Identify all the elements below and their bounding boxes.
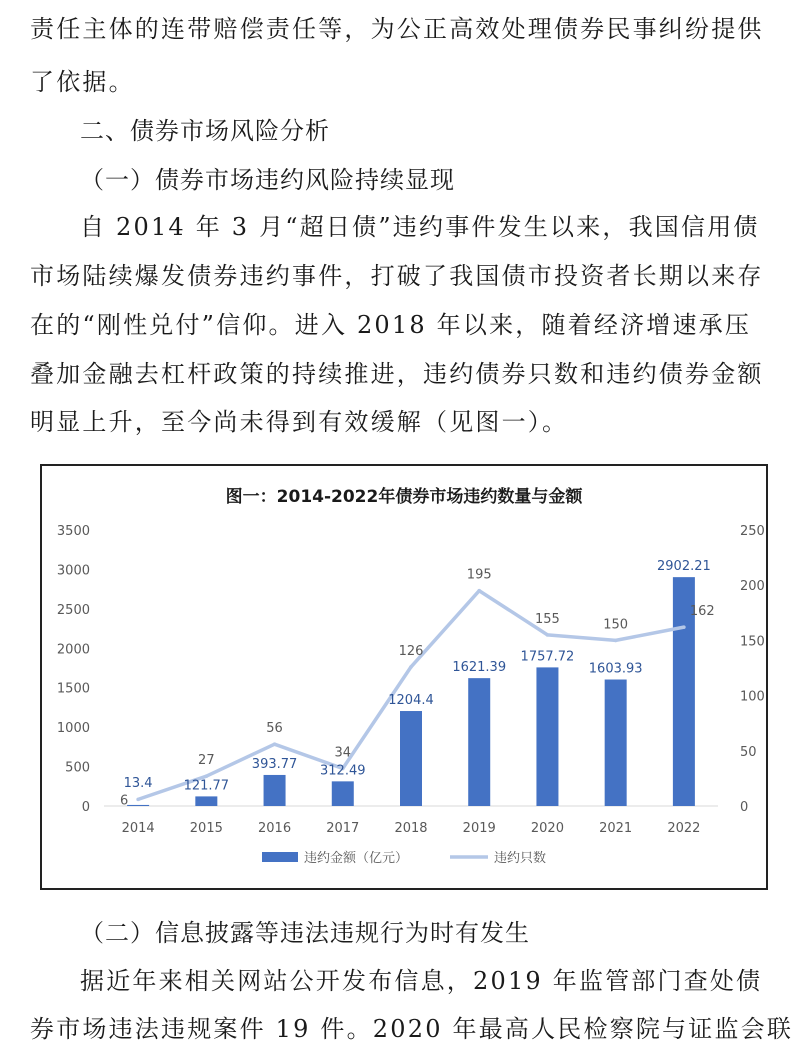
bar-data-label: 312.49 [320, 763, 366, 779]
x-tick-label: 2019 [462, 821, 496, 836]
bar-mark [195, 796, 217, 806]
body-text-line: 券市场违法违规案件 19 件。2020 年最高人民检察院与证监会联 [30, 1015, 794, 1043]
y-right-tick-label: 250 [740, 524, 765, 539]
body-text-line: 自 2014 年 3 月“超日债”违约事件发生以来，我国信用债 [80, 213, 760, 241]
line-point [136, 798, 140, 802]
line-data-label: 162 [689, 604, 715, 620]
line-data-label: 126 [398, 643, 424, 659]
subsection-heading: （二）信息披露等违法违规行为时有发生 [80, 919, 530, 947]
body-text-line: 明显上升，至今尚未得到有效缓解（见图一）。 [30, 408, 569, 436]
x-tick-label: 2020 [530, 821, 564, 836]
line-point [614, 639, 618, 643]
x-tick-label: 2018 [394, 821, 428, 836]
subsection-heading: （一）债券市场违约风险持续显现 [80, 166, 455, 194]
y-right-tick-label: 200 [740, 579, 765, 595]
bar-data-label: 1621.39 [452, 660, 507, 676]
bar-mark [605, 680, 627, 806]
bar-data-label: 13.4 [123, 775, 153, 791]
line-data-label: 155 [535, 611, 560, 627]
section-heading: 二、债券市场风险分析 [80, 117, 330, 145]
body-text-line: 据近年来相关网站公开发布信息，2019 年监管部门查处债 [80, 967, 763, 995]
y-left-tick-label: 500 [65, 760, 90, 776]
bar-data-label: 1603.93 [588, 661, 643, 677]
line-point [273, 742, 277, 746]
bar-data-label: 2902.21 [657, 559, 711, 575]
bar-mark [400, 711, 422, 806]
body-text-line: 了依据。 [30, 68, 135, 96]
bar-mark [264, 775, 286, 806]
bar-data-label: 121.77 [183, 778, 230, 794]
chart-title: 图一：2014-2022年债券市场违约数量与金额 [225, 487, 583, 507]
legend-bar-label: 违约金额（亿元） [304, 851, 409, 866]
legend-bar-swatch [262, 852, 298, 862]
line-data-label: 56 [266, 721, 283, 737]
legend-line-label: 违约只数 [494, 851, 547, 866]
chart-canvas [42, 466, 766, 888]
line-point [546, 633, 550, 637]
bar-mark [468, 678, 490, 806]
y-left-tick-label: 2000 [56, 642, 90, 658]
bar-data-label: 1757.72 [520, 649, 575, 665]
x-tick-label: 2016 [258, 821, 292, 836]
line-data-label: 150 [603, 617, 629, 633]
body-text-line: 在的“刚性兑付”信仰。进入 2018 年以来，随着经济增速承压 [30, 311, 752, 339]
x-tick-label: 2021 [599, 821, 633, 836]
bar-data-label: 1204.4 [388, 693, 434, 709]
bar-mark [332, 781, 354, 806]
bar-mark [536, 667, 558, 806]
y-right-tick-label: 100 [740, 689, 765, 705]
x-tick-label: 2015 [189, 821, 223, 836]
body-text-line: 叠加金融去杠杆政策的持续推进，违约债券只数和违约债券金额 [30, 360, 764, 388]
body-text-line: 责任主体的连带赔偿责任等，为公正高效处理债券民事纠纷提供 [30, 15, 764, 43]
line-data-label: 34 [334, 745, 352, 761]
bar-data-label: 393.77 [251, 756, 298, 772]
y-left-tick-label: 2500 [56, 602, 90, 618]
line-point [409, 665, 413, 669]
body-text-line: 市场陆续爆发债券违约事件，打破了我国债市投资者长期以来存 [30, 262, 764, 290]
x-tick-label: 2022 [667, 821, 701, 836]
line-data-label: 195 [466, 567, 492, 583]
x-tick-label: 2017 [326, 821, 360, 836]
y-right-tick-label: 150 [740, 634, 765, 650]
y-right-tick-label: 0 [740, 800, 749, 815]
y-right-tick-label: 50 [740, 744, 757, 760]
line-point [477, 589, 481, 593]
y-left-tick-label: 0 [81, 800, 90, 815]
bar-mark [127, 805, 149, 806]
line-point [682, 625, 686, 629]
x-tick-label: 2014 [121, 821, 155, 836]
y-left-tick-label: 1000 [56, 721, 90, 737]
chart-figure [40, 464, 768, 890]
y-left-tick-label: 3500 [56, 524, 90, 539]
y-left-tick-label: 1500 [56, 681, 90, 697]
y-left-tick-label: 3000 [56, 563, 90, 579]
line-data-label: 27 [198, 753, 215, 769]
line-data-label: 6 [119, 793, 129, 809]
